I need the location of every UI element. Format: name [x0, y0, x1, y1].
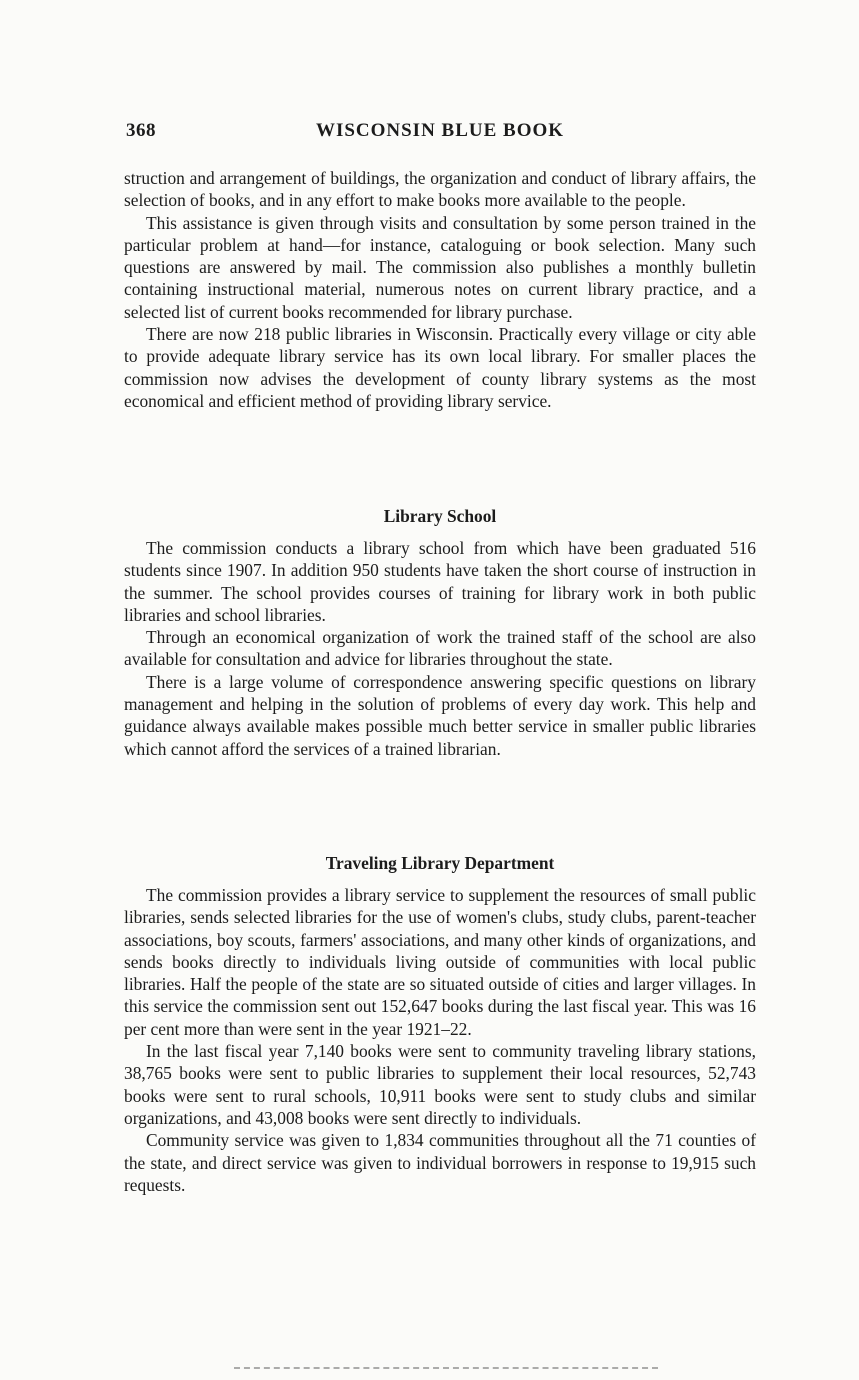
intro-section — [124, 167, 756, 412]
section-heading-traveling-library: Traveling Library Department — [325, 853, 555, 873]
footer-rule — [234, 1367, 658, 1369]
traveling-library-section — [124, 884, 756, 1196]
paragraph: The commission provides a library service to supplement the resources of small public libraries, sends selected libraries for the use of women's clubs, study clubs, parent-teacher associations, boy scouts, farmers' associations, and many other kinds of organizations, and sends books directly to individuals living outside of communities with local public libraries. Half the people of the state are so situated outside of cities and larger villages. In this service the commission sent out 152,647 books during the last fiscal year. This was 16 per cent more than were sent in the year 1921–22. — [124, 885, 756, 1039]
section-heading-library-school: Library School — [383, 506, 497, 526]
page-number: 368 — [126, 120, 156, 141]
library-school-section — [124, 537, 756, 760]
paragraph: struction and arrangement of buildings, the organization and conduct of library affairs, the selection of books, and in any effort to make books more available to the people. — [124, 168, 756, 211]
paragraph: In the last fiscal year 7,140 books were sent to community traveling library stations, 38,765 books were sent to public libraries to supplement their local resources, 52,743 books were sent to rural schools, 10,911 books were sent to study clubs and similar organizations, and 43,008 books were sent directly to individuals. — [124, 1041, 756, 1128]
paragraph: Through an economical organization of work the trained staff of the school are also available for consultation and advice for libraries throughout the state. — [124, 627, 756, 670]
page-title: WISCONSIN BLUE BOOK — [315, 120, 565, 141]
paragraph: The commission conducts a library school from which have been graduated 516 students since 1907. In addition 950 students have taken the short course of instruction in the summer. The school provides courses of training for library work in both public libraries and school libraries. — [124, 538, 756, 625]
paragraph: This assistance is given through visits and consultation by some person trained in the particular problem at hand—for instance, cataloguing or book selection. Many such questions are answered by mail. The commission also publishes a monthly bulletin containing instructional material, numerous notes on current library practice, and a selected list of current books recommended for library purchase. — [124, 212, 756, 322]
running-head — [124, 116, 756, 146]
paragraph: There is a large volume of correspondence answering specific questions on library management and helping in the solution of problems of every day work. This help and guidance always available makes possible much better service in smaller public libraries which cannot afford the services of a trained librarian. — [124, 671, 756, 759]
paragraph: Community service was given to 1,834 communities throughout all the 71 counties of the state, and direct service was given to individual borrowers in response to 19,915 such requests. — [124, 1130, 756, 1195]
paragraph: There are now 218 public libraries in Wisconsin. Practically every village or city able to provide adequate library service has its own local library. For smaller places the commission now advises the development of county library systems as the most economical and efficient method of providing library service. — [124, 324, 756, 411]
